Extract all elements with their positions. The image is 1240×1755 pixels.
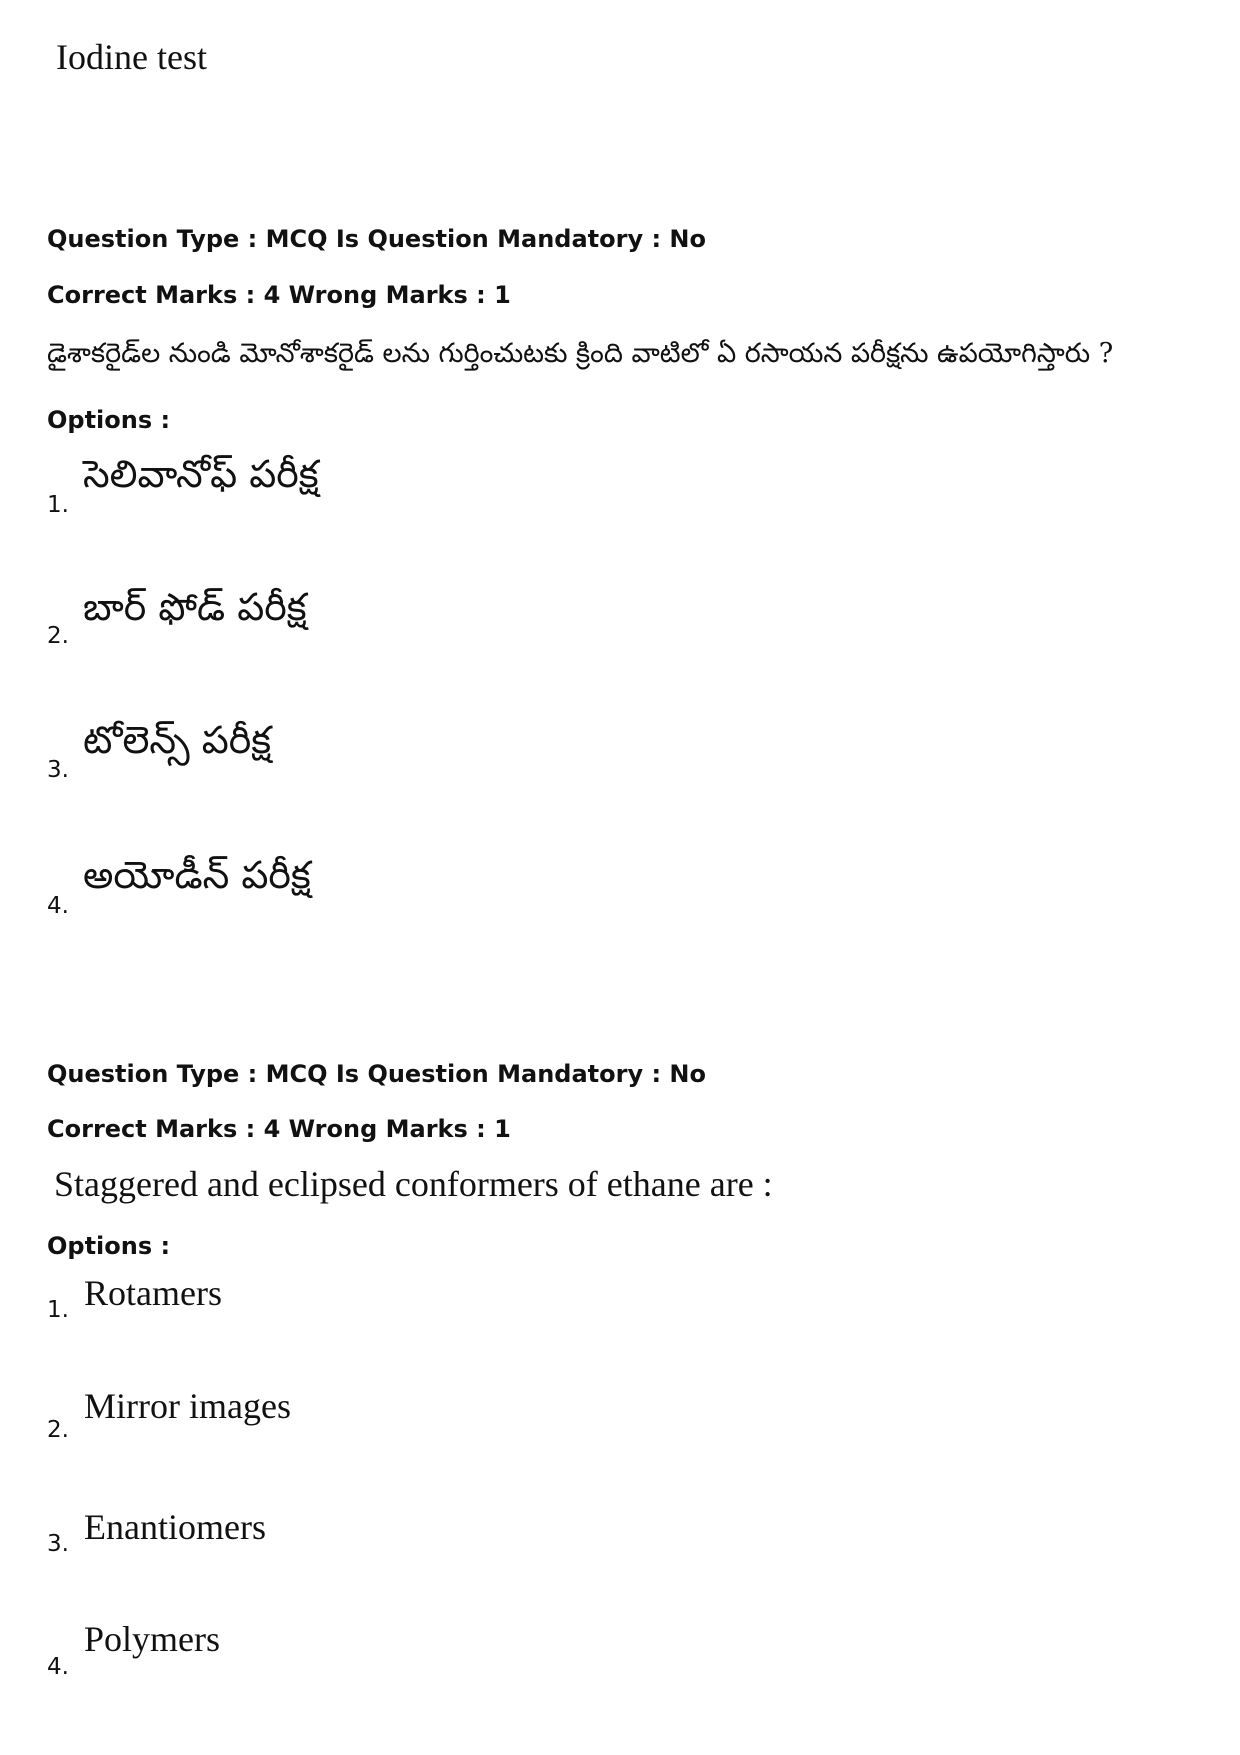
option-text: Polymers [84,1619,221,1659]
previous-answer-text: Iodine test [56,37,207,77]
option-text: టోలెన్స్ పరీక్ష [83,718,272,762]
question-text: డైశాకరైడ్‌ల నుండి మోనోశాకరైడ్ లను గుర్తించుటకు క్రింది వాటిలో ఏ రసాయన పరీక్షను ఉపయోగిస్తారు ? [47,338,1114,369]
marks-line: Correct Marks : 4 Wrong Marks : 1 [47,281,511,309]
option-text: Rotamers [84,1273,222,1313]
option-text: Mirror images [84,1386,291,1426]
question-type-line: Question Type : MCQ Is Question Mandatory : No [47,1060,706,1088]
option-text: బార్ ఫోడ్ పరీక్ష [83,585,307,629]
options-label: Options : [47,406,171,434]
marks-line: Correct Marks : 4 Wrong Marks : 1 [47,1115,511,1143]
option-number: 2. [47,1417,69,1443]
question-text: Staggered and eclipsed conformers of ethane are : [54,1164,773,1204]
option-number: 3. [47,757,69,783]
option-number: 2. [47,623,69,649]
option-number: 4. [47,1654,69,1680]
option-text: సెలివానోఫ్ పరీక్ష [83,452,319,496]
option-text: Enantiomers [84,1507,266,1547]
option-number: 1. [47,492,69,518]
option-text: అయోడీన్ పరీక్ష [83,853,311,897]
option-number: 4. [47,893,69,919]
option-number: 1. [47,1297,69,1323]
option-number: 3. [47,1531,69,1557]
question-type-line: Question Type : MCQ Is Question Mandatory : No [47,225,706,253]
options-label: Options : [47,1232,171,1260]
